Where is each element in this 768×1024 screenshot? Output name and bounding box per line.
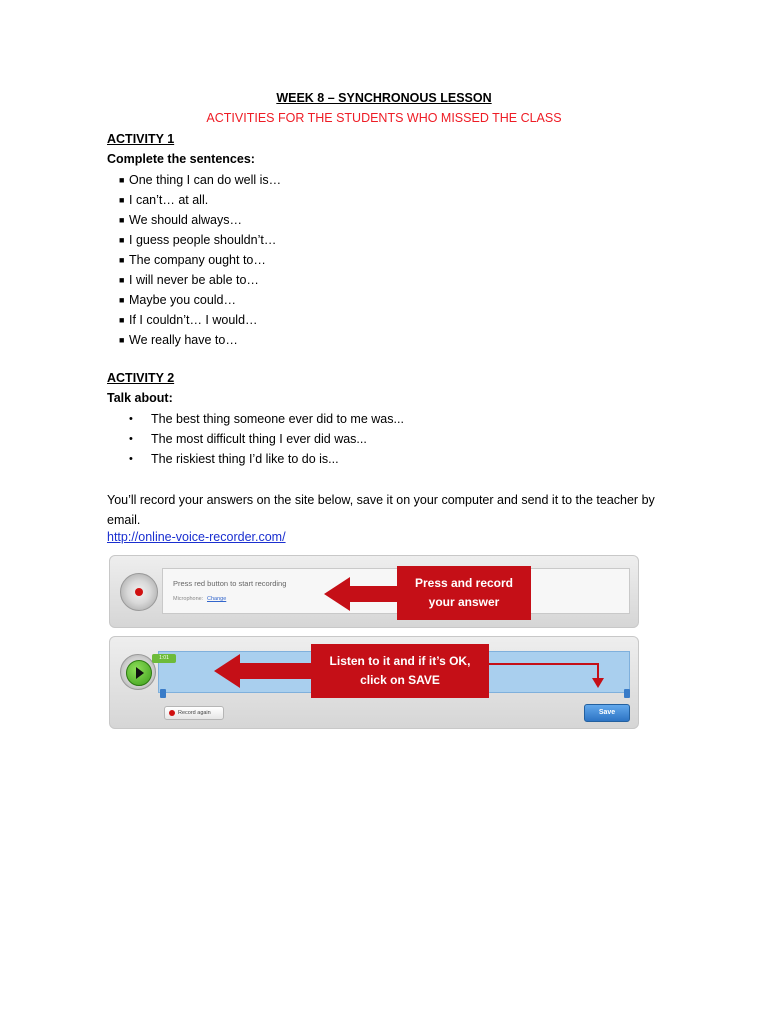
document-page: WEEK 8 – SYNCHRONOUS LESSON ACTIVITIES FOR THE STUDENTS WHO MISSED THE CLASS ACTIVITY 1 Complete the sentences: ■ One thing I can do well is… ■ I can’t… at all. ■ We should always… ■ I guess people shouldn’t… ■ The company ought to… ■ I will never be able to… ■ Maybe you could… ■ If I couldn’t… I would… ■ We really have to… ACTIVITY 2 Talk about: • The best thing someone ever did to me was... • The most difficult thing I ever did was... • The riskiest thing I’d like to do is... You’ll record your answers on the site below, save it on your computer and send it to the teacher by email. http://online-voice-recorder.com/ Press red button to start recording Microphone: Change Press and record your answer 1:01 Listen to it and if it’s OK, click on SAVE Record again Save [0, 0, 768, 1024]
play-icon [126, 660, 152, 686]
record-callout-line1: Press and record [414, 576, 514, 590]
bullet-dot-icon: • [129, 433, 133, 445]
instructions-paragraph: You’ll record your answers on the site below, save it on your computer and send it to the teacher by email. [107, 493, 655, 527]
activity2-heading: ACTIVITY 2 [107, 371, 175, 385]
bullet-square-icon: ■ [119, 215, 125, 225]
bullet-dot-icon: • [129, 453, 133, 465]
bullet-square-icon: ■ [119, 235, 125, 245]
arrow-left-icon [324, 577, 402, 611]
trim-handle-left [160, 689, 166, 698]
record-prompt: Press red button to start recording [173, 579, 287, 588]
trim-handle-right [624, 689, 630, 698]
record-dot-icon [169, 710, 175, 716]
recorder-screenshot-record [109, 555, 639, 628]
bullet-square-icon: ■ [119, 295, 125, 305]
page-title: WEEK 8 – SYNCHRONOUS LESSON [276, 91, 492, 105]
save-callout-line2: click on SAVE [360, 673, 440, 687]
arrow-left-icon [214, 654, 314, 688]
recorder-link[interactable]: http://online-voice-recorder.com/ [107, 530, 286, 544]
record-callout [397, 566, 531, 620]
bullet-square-icon: ■ [119, 275, 125, 285]
record-button-icon [120, 573, 158, 611]
record-callout-line2: your answer [428, 595, 500, 609]
bullet-square-icon: ■ [119, 195, 125, 205]
player-disc [120, 654, 156, 690]
bullet-square-icon: ■ [119, 335, 125, 345]
recorder-screenshot-save [109, 636, 639, 729]
microphone-label: Microphone: [173, 596, 204, 602]
record-again-label: Record again [178, 710, 211, 716]
save-callout-line1: Listen to it and if it’s OK, [329, 654, 471, 668]
bullet-square-icon: ■ [119, 175, 125, 185]
bullet-square-icon: ■ [119, 315, 125, 325]
arrow-down-icon [488, 661, 604, 689]
save-button: Save [584, 704, 630, 722]
page-subtitle: ACTIVITIES FOR THE STUDENTS WHO MISSED THE CLASS [206, 111, 562, 125]
bullet-square-icon: ■ [119, 255, 125, 265]
activity2-instruction: Talk about: [107, 391, 173, 405]
record-again-button [164, 706, 224, 720]
save-callout [311, 644, 489, 698]
microphone-change-link: Change [207, 596, 227, 602]
activity1-heading: ACTIVITY 1 [107, 132, 175, 146]
time-badge: 1:01 [152, 654, 176, 663]
activity1-instruction: Complete the sentences: [107, 152, 255, 166]
bullet-dot-icon: • [129, 413, 133, 425]
